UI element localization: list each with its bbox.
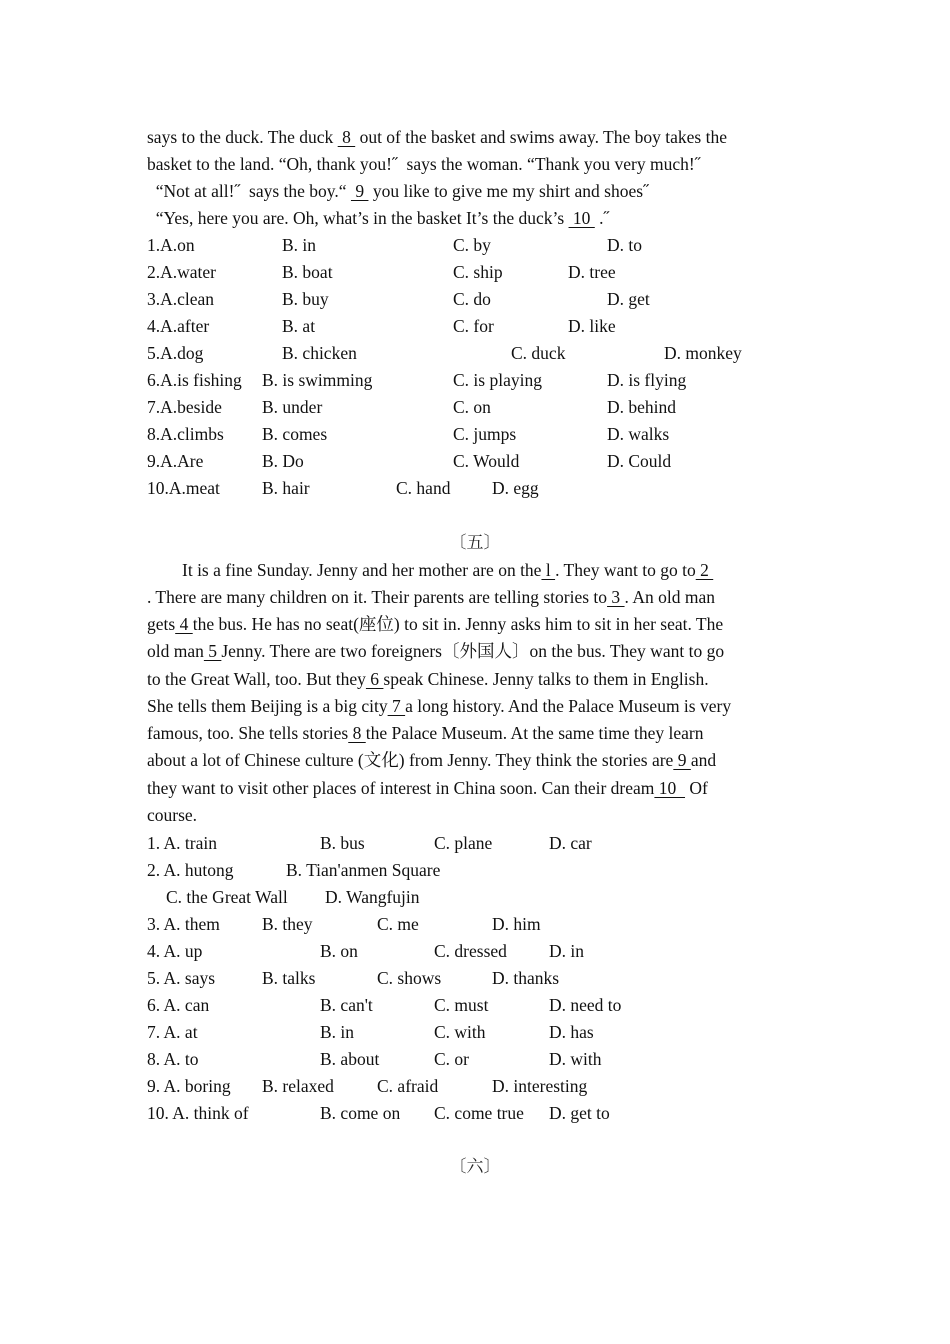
option-b: B. bus [320,833,365,853]
option-d: D. get [607,289,650,309]
option-a: 10.A.meat [147,478,220,498]
option-c: C. by [453,235,491,255]
option-d: D. is flying [607,370,687,390]
blank-8: 8 [348,723,366,743]
section-heading-5: 〔五〕 [449,533,501,552]
option-d: D. Could [607,451,672,471]
option-a: 1. A. train [147,833,217,853]
option-c: C. on [453,397,491,417]
option-b: B. Tian'anmen Square [286,860,441,880]
blank-2: 2 [695,560,714,580]
option-b: B. at [282,316,316,336]
option-a: 9. A. boring [147,1076,231,1096]
option-c: C. must [434,995,489,1015]
passage-line: about a lot of Chinese culture (文化) from Jenny. They think the stories are 9 and [147,750,717,770]
blank-9: 9 [350,181,369,201]
option-b: B. Do [262,451,304,471]
option-a: 7. A. at [147,1022,198,1042]
passage-line: It is a fine Sunday. Jenny and her mother are on the l . They want to go to 2 [147,560,714,580]
option-a: 5. A. says [147,968,216,988]
option-a: 8.A.climbs [147,424,224,444]
passage-line: She tells them Beijing is a big city 7 a long history. And the Palace Museum is very [147,696,732,716]
option-d: D. with [549,1049,602,1069]
option-d: D. in [549,941,584,961]
option-c: C. shows [377,968,442,988]
option-c: C. dressed [434,941,507,961]
passage-line: “Not at all!˝ says the boy.“ 9 you like to give me my shirt and shoes˝ [147,181,649,201]
option-d: D. like [568,316,616,336]
option-a: 2. A. hutong [147,860,234,880]
option-b: B. boat [282,262,333,282]
option-a: 1.A.on [147,235,195,255]
section-heading-6: 〔六〕 [449,1157,501,1176]
option-a: 2.A.water [147,262,217,282]
option-b: B. on [320,941,358,961]
option-c: C. me [377,914,419,934]
passage-line: says to the duck. The duck 8 out of the basket and swims away. The boy takes the [147,127,727,147]
option-c: C. or [434,1049,469,1069]
option-b: B. hair [262,478,310,498]
option-a: 3.A.clean [147,289,215,309]
option-c: C. come true [434,1103,524,1123]
option-b: B. chicken [282,343,357,363]
option-a: 7.A.beside [147,397,222,417]
option-d: D. Wangfujin [325,887,420,907]
option-b: B. talks [262,968,316,988]
option-d: D. thanks [492,968,560,988]
option-a: 4.A.after [147,316,210,336]
option-a: 5.A.dog [147,343,204,363]
passage-line: famous, too. She tells stories 8 the Palace Museum. At the same time they learn [147,723,704,743]
option-c: C. for [453,316,494,336]
passage-line: gets 4 the bus. He has no seat(座位) to sit in. Jenny asks him to sit in her seat. The [147,614,724,634]
option-c: C. afraid [377,1076,439,1096]
passage-line: basket to the land. “Oh, thank you!˝ says the woman. “Thank you very much!˝ [147,154,701,174]
option-a: 9.A.Are [147,451,204,471]
blank-9: 9 [673,750,691,770]
blank-5: 5 [203,641,222,661]
option-c: C. hand [396,478,451,498]
option-c: C. do [453,289,491,309]
option-a: 8. A. to [147,1049,199,1069]
option-b: B. can't [320,995,373,1015]
blank-4: 4 [175,614,193,634]
option-a: 10. A. think of [147,1103,249,1123]
option-b: B. buy [282,289,329,309]
option-c: C. plane [434,833,493,853]
option-d: D. car [549,833,592,853]
option-c: C. with [434,1022,486,1042]
option-d: D. egg [492,478,539,498]
option-b: B. comes [262,424,328,444]
option-c: C. duck [511,343,566,363]
option-d: D. him [492,914,541,934]
passage-line: to the Great Wall, too. But they 6 speak Chinese. Jenny talks to them in English. [147,669,709,689]
option-a: 6. A. can [147,995,210,1015]
option-c: C. Would [453,451,520,471]
option-b: B. they [262,914,313,934]
option-b: B. about [320,1049,380,1069]
passage-line: course. [147,805,198,825]
option-c: C. is playing [453,370,542,390]
option-d: D. get to [549,1103,610,1123]
option-b: B. in [320,1022,355,1042]
option-c: C. ship [453,262,503,282]
option-c: C. the Great Wall [166,887,288,907]
passage-line: they want to visit other places of interest in China soon. Can their dream 10 Of [147,778,708,798]
option-b: B. in [282,235,317,255]
blank-3: 3 [607,587,625,607]
blank-1: l [541,560,556,580]
blank-6: 6 [365,669,384,689]
option-d: D. to [607,235,642,255]
passage-line: . There are many children on it. Their parents are telling stories to 3 . An old man [147,587,715,607]
blank-7: 7 [387,696,406,716]
option-d: D. has [549,1022,594,1042]
passage-line: old man 5 Jenny. There are two foreigners〔外国人〕on the bus. They want to go [147,641,725,661]
blank-10: 10 [654,778,686,798]
option-b: B. is swimming [262,370,373,390]
option-a: 4. A. up [147,941,203,961]
option-d: D. interesting [492,1076,588,1096]
option-b: B. come on [320,1103,401,1123]
blank-8: 8 [337,127,356,147]
option-b: B. under [262,397,323,417]
option-a: 6.A.is fishing [147,370,242,390]
option-d: D. monkey [664,343,742,363]
option-d: D. need to [549,995,622,1015]
option-c: C. jumps [453,424,517,444]
option-d: D. tree [568,262,616,282]
option-a: 3. A. them [147,914,220,934]
option-d: D. behind [607,397,677,417]
option-d: D. walks [607,424,670,444]
passage-line: “Yes, here you are. Oh, what’s in the basket It’s the duck’s 10 .˝ [147,208,610,228]
blank-10: 10 [568,208,595,228]
option-b: B. relaxed [262,1076,334,1096]
